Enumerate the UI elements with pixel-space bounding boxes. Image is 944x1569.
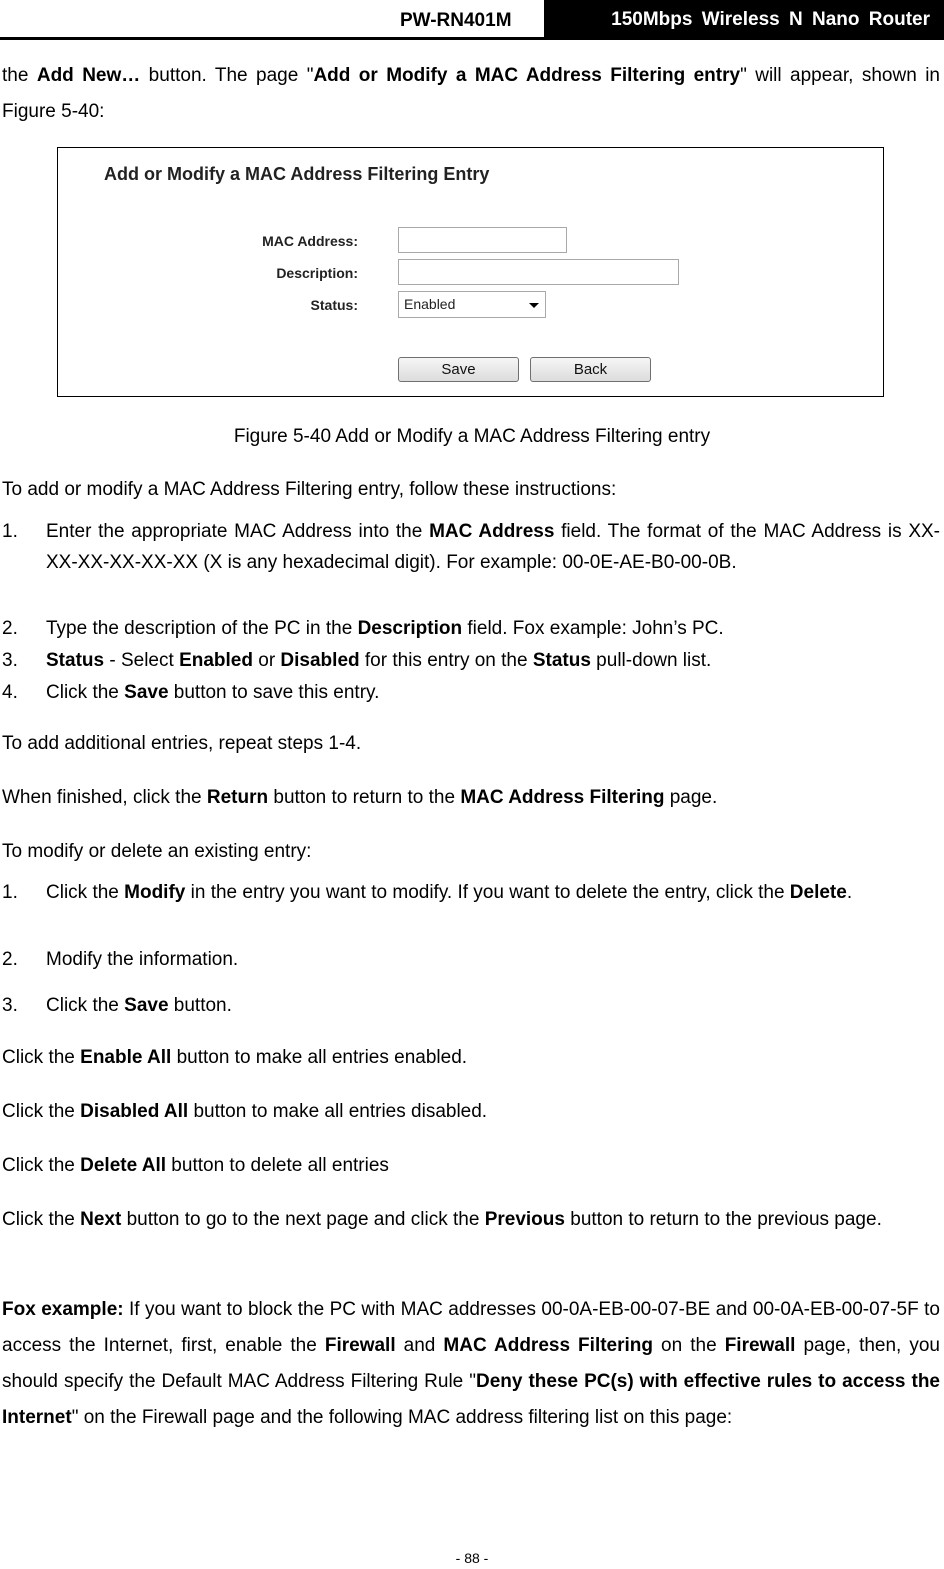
header-model: PW-RN401M [400,10,512,31]
add-step-4: 4. Click the Save button to save this entry. [2,682,380,703]
mac-address-input[interactable] [398,227,567,253]
status-selected-value: Enabled [404,296,456,312]
description-input[interactable] [398,259,679,285]
figure-caption: Figure 5-40 Add or Modify a MAC Address Filtering entry [233,426,711,447]
mac-address-label: MAC Address: [262,233,358,249]
repeat-note: To add additional entries, repeat steps 1-4. [2,733,362,754]
example-paragraph: Fox example: If you want to block the PC with MAC addresses 00-0A-EB-00-07-BE and 00-0A-EB-00-07-5F to access the Internet, first, enable the Firewall and MAC Address Filtering on the Firewall page, then, you should specify the Default MAC Address Filtering Rule "Deny these PC(s) with effective rules to access the Internet" on the Firewall page and the following MAC address filtering list on this page: [2,1299,940,1428]
figure-screenshot [57,147,884,397]
disable-all-note: Click the Disabled All button to make all entries disabled. [2,1101,488,1122]
page-number: - 88 - [455,1550,489,1566]
modify-step-1: 1. Click the Modify in the entry you want to modify. If you want to delete the entry, click the Delete. [2,882,853,903]
back-button[interactable]: Back [530,357,651,382]
modify-intro: To modify or delete an existing entry: [2,841,312,862]
save-button[interactable]: Save [398,357,519,382]
figure-title: Add or Modify a MAC Address Filtering Entry [104,164,490,184]
finished-note: When finished, click the Return button to return to the MAC Address Filtering page. [2,787,718,808]
status-label: Status: [310,297,358,313]
add-step-3: 3. Status - Select Enabled or Disabled for this entry on the Status pull-down list. [2,650,712,671]
enable-all-note: Click the Enable All button to make all entries enabled. [2,1047,468,1068]
delete-all-note: Click the Delete All button to delete all entries [2,1155,389,1176]
header-product-title: 150Mbps Wireless N Nano Router [544,0,944,37]
status-select[interactable] [398,291,546,318]
chevron-down-icon [529,303,539,308]
modify-step-2: 2. Modify the information. [2,949,239,970]
add-step-2: 2. Type the description of the PC in the Description field. Fox example: John’s PC. [2,618,724,639]
add-intro: To add or modify a MAC Address Filtering entry, follow these instructions: [2,479,617,500]
add-step-1: 1. Enter the appropriate MAC Address into the MAC Address field. The format of the MAC Address is XX-XX-XX-XX-XX-XX (X is any hexadecimal digit). For example: 00-0E-AE-B0-00-0B. [2,521,940,573]
description-label: Description: [276,265,358,281]
next-previous-note: Click the Next button to go to the next page and click the Previous button to return to the previous page. [2,1209,882,1230]
intro-paragraph: the Add New… button. The page "Add or Modify a MAC Address Filtering entry" will appear, shown in Figure 5-40: [2,65,940,122]
page-header [0,0,944,40]
modify-step-3: 3. Click the Save button. [2,995,232,1016]
